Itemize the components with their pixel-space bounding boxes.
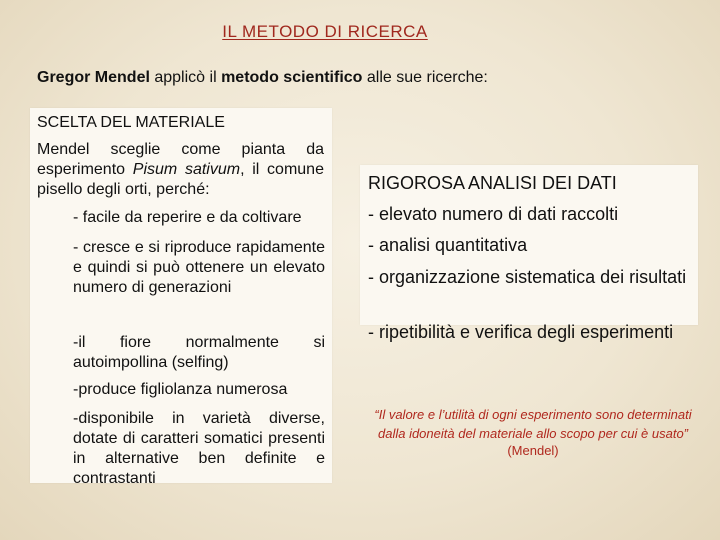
data-analysis-box xyxy=(360,165,698,325)
material-item-3: -il fiore normalmente si autoimpollina (selfing) xyxy=(73,334,325,371)
analysis-header: RIGOROSA ANALISI DEI DATI xyxy=(368,173,617,193)
quote-line-1: “Il valore e l’utilità di ogni esperimento sono determinati xyxy=(374,407,692,422)
mendel-quote xyxy=(368,406,698,459)
intro-text1: applicò il xyxy=(154,69,217,86)
material-paragraph xyxy=(37,140,324,200)
intro-name: Gregor Mendel xyxy=(37,69,150,86)
species-name: Pisum sativum xyxy=(132,161,241,178)
analysis-item-3: - organizzazione sistematica dei risultati xyxy=(368,267,687,287)
material-item-1: - facile da reperire e da coltivare xyxy=(73,209,302,226)
material-item-2: - cresce e si riproduce rapidamente e quindi si può ottenere un elevato numero di generazioni xyxy=(73,239,325,296)
analysis-item-2: - analisi quantitativa xyxy=(368,235,528,255)
quote-author: (Mendel) xyxy=(507,443,559,458)
analysis-item-1: - elevato numero di dati raccolti xyxy=(368,204,619,224)
quote-line-2: dalla idoneità del materiale allo scopo per cui è usato” xyxy=(377,426,689,441)
material-para-end: , il comune pisello degli orti, perché: xyxy=(37,161,324,198)
material-item-5: -disponibile in varietà diverse, dotate di caratteri somatici presenti in alternative ben definite e contrastanti xyxy=(73,410,325,487)
analysis-item-4: - ripetibilità e verifica degli esperimenti xyxy=(368,322,674,342)
material-item-4: -produce figliolanza numerosa xyxy=(73,381,288,398)
slide-title: IL METODO DI RICERCA xyxy=(222,22,428,41)
intro-method: metodo scientifico xyxy=(221,69,363,86)
material-header: SCELTA DEL MATERIALE xyxy=(37,114,225,131)
quote-line-2-wrap xyxy=(368,425,698,459)
intro-text2: alle sue ricerche: xyxy=(366,69,488,86)
material-para-start: Mendel sceglie come pianta da esperimento xyxy=(37,141,324,178)
intro-line xyxy=(37,69,488,87)
material-choice-box xyxy=(30,108,332,487)
